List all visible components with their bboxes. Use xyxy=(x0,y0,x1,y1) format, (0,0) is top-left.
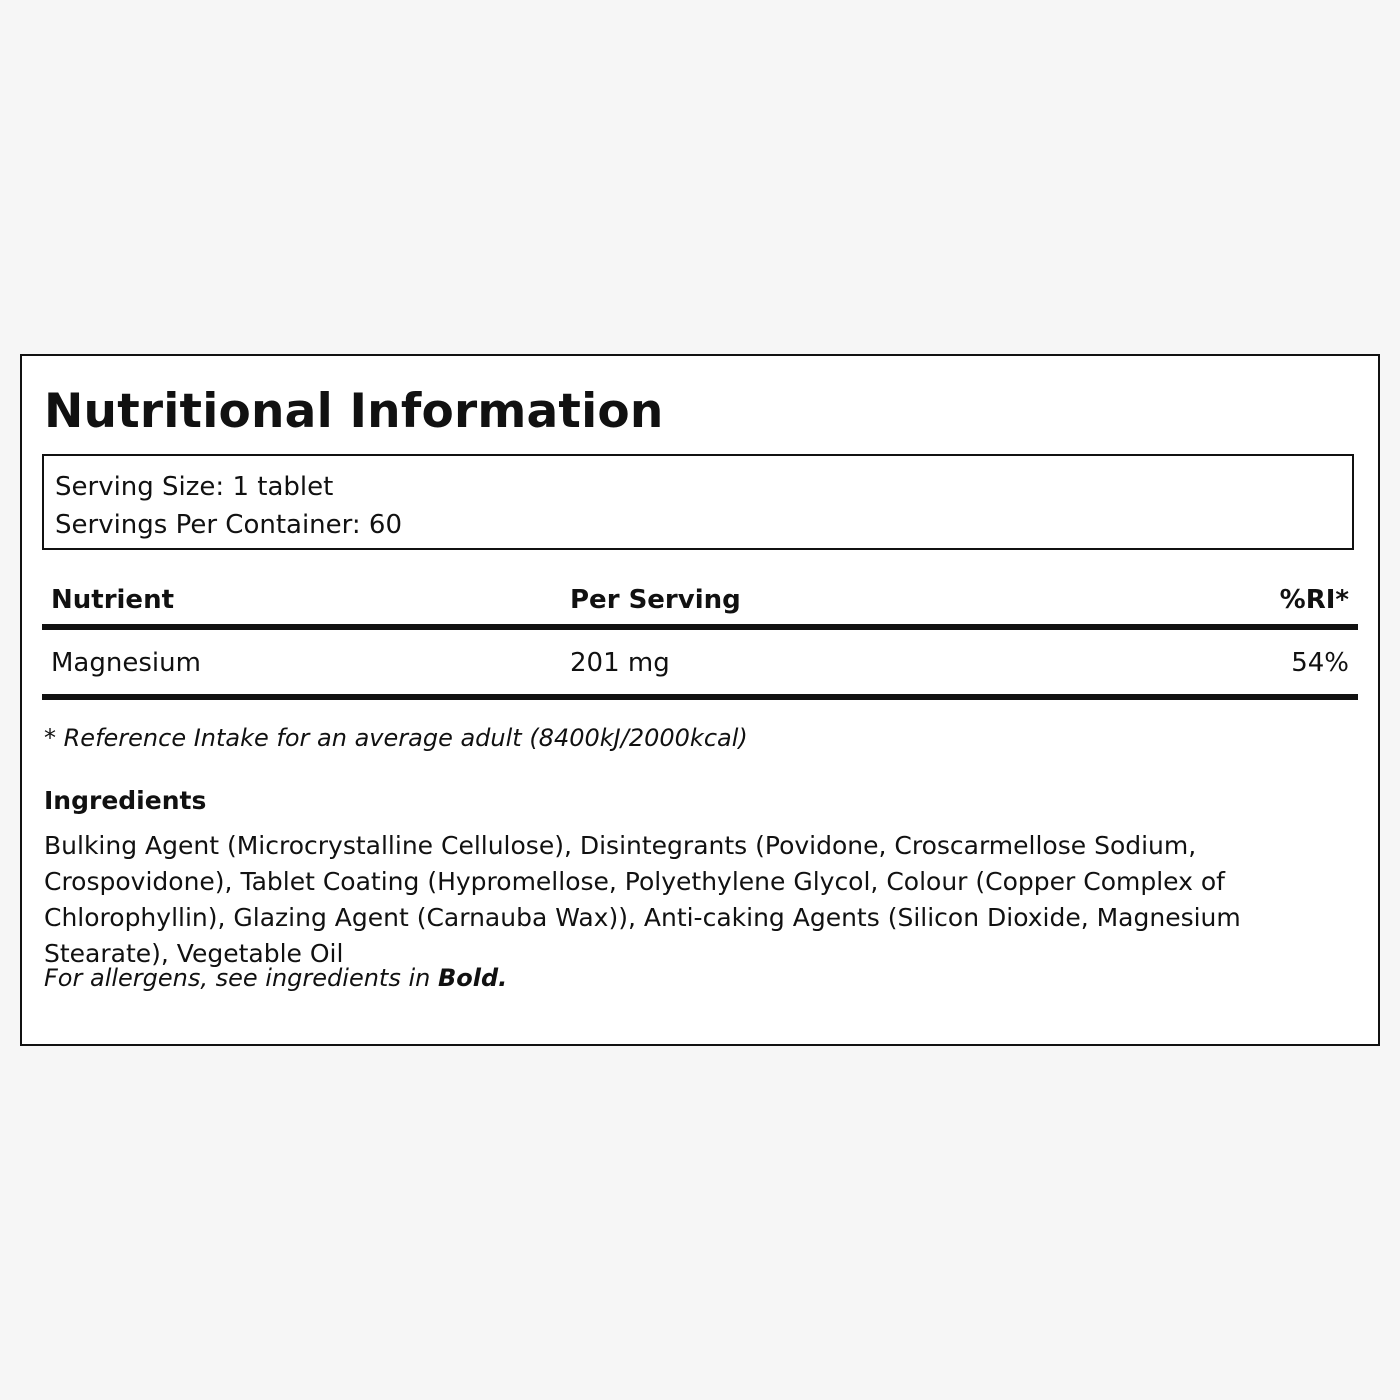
ri-footnote: * Reference Intake for an average adult (8400kJ/2000kcal) xyxy=(44,724,748,752)
servings-per-container: Servings Per Container: 60 xyxy=(55,510,403,540)
nutrition-panel xyxy=(20,354,1380,1046)
nutrient-table xyxy=(42,576,1358,700)
table-row xyxy=(42,632,1358,694)
serving-size: Serving Size: 1 tablet xyxy=(55,472,334,502)
nutrient-name: Magnesium xyxy=(51,648,201,678)
ingredients-heading: Ingredients xyxy=(44,786,207,815)
header-nutrient: Nutrient xyxy=(51,585,175,615)
nutrient-per-serving: 201 mg xyxy=(570,648,670,678)
allergen-note xyxy=(44,964,507,992)
allergen-note-prefix: For allergens, see ingredients in xyxy=(44,964,438,992)
header-ri: %RI* xyxy=(1279,585,1349,615)
serving-info-box xyxy=(42,454,1354,550)
header-per-serving: Per Serving xyxy=(570,585,741,615)
table-header-row xyxy=(42,576,1358,624)
bottom-rule xyxy=(42,694,1358,700)
allergen-note-bold: Bold. xyxy=(437,964,508,992)
ingredients-text: Bulking Agent (Microcrystalline Cellulose), Disintegrants (Povidone, Croscarmellose Sodium, Crospovidone), Tablet Coating (Hypromellose, Polyethylene Glycol, Colour (Copper Complex of Chlorophyllin), Glazing Agent (Carnauba Wax)), Anti-caking Agents (Silicon Dioxide, Magnesium Stearate), Vegetable Oil xyxy=(44,831,1241,968)
nutrient-ri: 54% xyxy=(1291,648,1349,678)
page-title: Nutritional Information xyxy=(44,384,664,439)
header-rule xyxy=(42,624,1358,630)
